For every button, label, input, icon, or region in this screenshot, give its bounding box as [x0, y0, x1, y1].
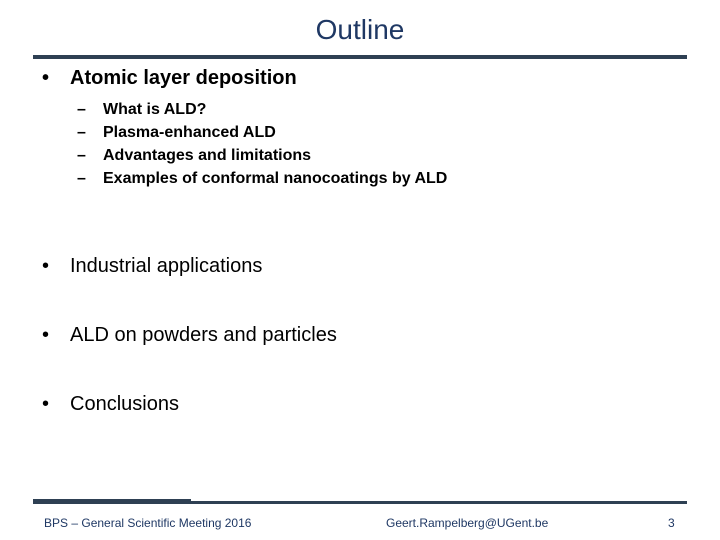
dash-marker: –: [77, 101, 86, 118]
outline-item-industrial: [33, 252, 262, 280]
sub-item-plasma-enhanced: [77, 121, 447, 144]
outline-item-label: Conclusions: [70, 393, 179, 415]
footer-divider: [33, 501, 687, 504]
bullet-marker: •: [42, 393, 50, 415]
dash-marker: –: [77, 147, 86, 164]
sub-item-label: Plasma-enhanced ALD: [103, 124, 276, 141]
outline-item-powders: [33, 321, 337, 349]
sub-item-advantages: [77, 144, 447, 167]
title-divider: [33, 55, 687, 59]
sub-item-examples: [77, 167, 447, 190]
outline-sublist: [77, 98, 447, 190]
outline-item-conclusions: [33, 390, 179, 418]
outline-item-ald: [33, 64, 297, 92]
bullet-marker: •: [42, 67, 50, 89]
slide-title: Outline: [315, 14, 405, 45]
dash-marker: –: [77, 124, 86, 141]
sub-item-label: Advantages and limitations: [103, 147, 312, 164]
sub-item-label: Examples of conformal nanocoatings by ALD: [103, 170, 448, 187]
bullet-marker: •: [42, 255, 50, 277]
page-number: 3: [668, 516, 675, 530]
outline-item-label: Atomic layer deposition: [70, 67, 297, 89]
outline-item-label: Industrial applications: [70, 255, 263, 277]
sub-item-what-is-ald: [77, 98, 447, 121]
sub-item-label: What is ALD?: [103, 101, 207, 118]
bullet-marker: •: [42, 324, 50, 346]
outline-item-label: ALD on powders and particles: [70, 324, 337, 346]
footer-email: Geert.Rampelberg@UGent.be: [386, 516, 549, 530]
dash-marker: –: [77, 170, 86, 187]
footer-event: BPS – General Scientific Meeting 2016: [44, 516, 252, 530]
